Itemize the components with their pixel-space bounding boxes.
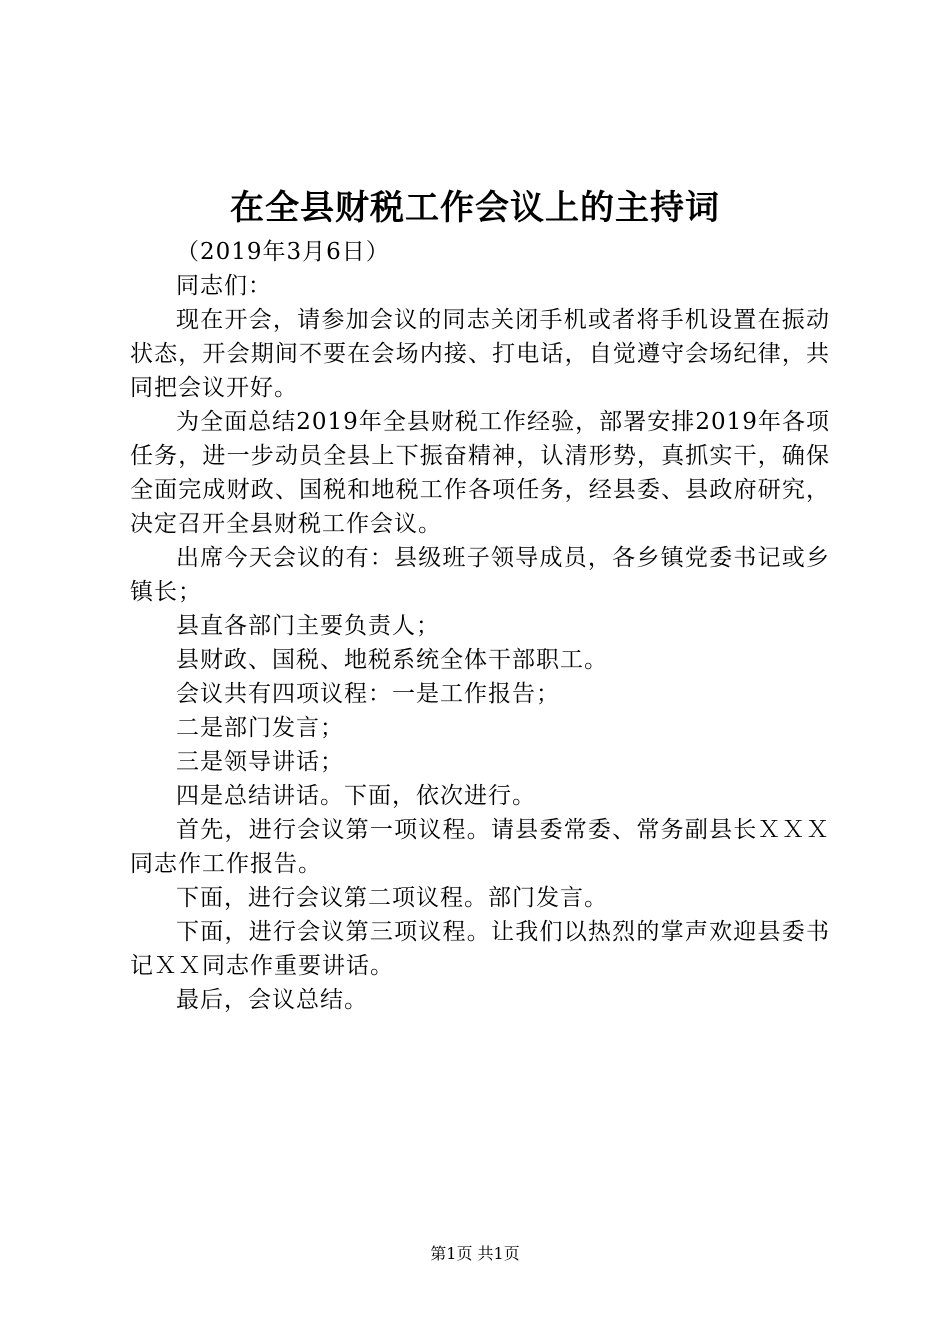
page-footer: 第1页 共1页 bbox=[430, 1244, 520, 1263]
paragraph: 二是部门发言； bbox=[176, 715, 344, 741]
paragraph: 下面，进行会议第三项议程。让我们以热烈的掌声欢迎县委书记ＸＸ同志作重要讲话。 bbox=[130, 919, 830, 979]
paragraph: 三是领导讲话； bbox=[176, 749, 344, 775]
paragraph: 最后，会议总结。 bbox=[176, 987, 368, 1013]
paragraph: 出席今天会议的有：县级班子领导成员，各乡镇党委书记或乡镇长； bbox=[130, 545, 830, 605]
document-title: 在全县财税工作会议上的主持词 bbox=[230, 188, 720, 228]
paragraph: 县直各部门主要负责人； bbox=[176, 613, 440, 639]
paragraph: 四是总结讲话。下面，依次进行。 bbox=[176, 783, 536, 809]
salutation: 同志们： bbox=[176, 273, 272, 299]
paragraph: 现在开会，请参加会议的同志关闭手机或者将手机设置在振动状态，开会期间不要在会场内接、打电话，自觉遵守会场纪律，共同把会议开好。 bbox=[130, 307, 830, 401]
document-body bbox=[130, 235, 830, 1017]
paragraph: 下面，进行会议第二项议程。部门发言。 bbox=[176, 885, 608, 911]
paragraph: 为全面总结2019年全县财税工作经验，部署安排2019年各项任务，进一步动员全县上下振奋精神，认清形势，真抓实干，确保全面完成财政、国税和地税工作各项任务，经县委、县政府研究，决定召开全县财税工作会议。 bbox=[130, 409, 830, 537]
paragraph: 会议共有四项议程：一是工作报告； bbox=[176, 681, 560, 707]
paragraph: 首先，进行会议第一项议程。请县委常委、常务副县长ＸＸＸ同志作工作报告。 bbox=[130, 817, 830, 877]
paragraph: 县财政、国税、地税系统全体干部职工。 bbox=[176, 647, 608, 673]
date-line: （2019年3月6日） bbox=[176, 239, 390, 265]
